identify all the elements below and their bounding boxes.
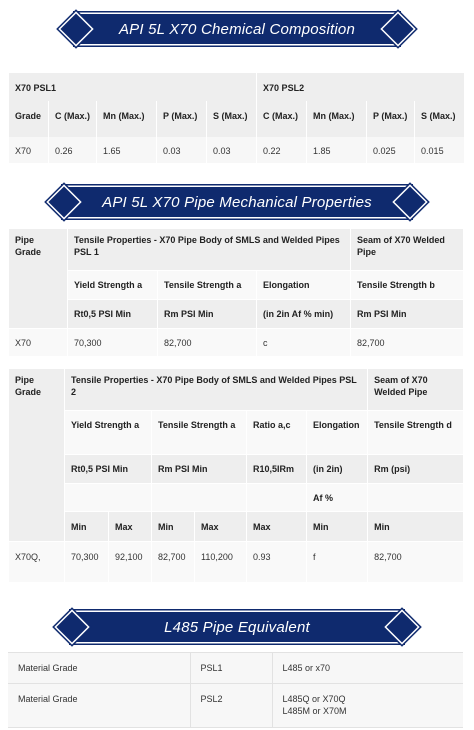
sub-header: Tensile Strength a [152,411,247,455]
cell: 0.015 [415,137,464,163]
cell: c [257,329,351,357]
unit-cell: (in 2in Af % min) [257,300,351,329]
chemical-composition-banner [76,14,398,44]
cell: 0.22 [257,137,307,163]
table-row [8,684,463,728]
sub-header: Tensile Strength d [368,411,464,455]
header-row [9,369,464,411]
cell: 1.65 [97,137,157,163]
psl1-label: X70 PSL1 [9,73,257,101]
header-cell: P (Max.) [157,101,207,137]
header-cell: C (Max.) [49,101,97,137]
unit-cell: Rm PSI Min [351,300,464,329]
section-title: API 5L X70 Pipe Mechanical Properties [102,193,372,211]
cell: 82,700 [368,542,464,583]
af-row [9,484,464,512]
cell: 92,100 [109,542,152,583]
cell: 0.025 [367,137,415,163]
seam-header: Seam of X70 Welded Pipe [351,229,464,271]
cell: Material Grade [8,653,190,684]
cell: 82,700 [158,329,257,357]
header-cell: Mn (Max.) [97,101,157,137]
seam-header: Seam of X70 Welded Pipe [368,369,464,411]
cell: X70 [9,329,68,357]
empty-cell [368,484,464,512]
chemical-composition-table [8,73,464,163]
header-row [9,229,464,271]
cell: 110,200 [195,542,247,583]
header-cell: Grade [9,101,49,137]
cell: 0.03 [157,137,207,163]
header-cell: C (Max.) [257,101,307,137]
l485-equivalent-banner [72,612,402,642]
l485-equivalent-table [8,652,463,728]
psl2-mechanical-table [8,368,464,583]
cell: 0.03 [207,137,257,163]
units-row [9,300,464,329]
cell: 0.26 [49,137,97,163]
tensile-header: Tensile Properties - X70 Pipe Body of SMLS and Welded Pipes PSL 1 [68,229,351,271]
cell: X70 [9,137,49,163]
sub-header-row [9,271,464,300]
empty-cell [152,484,247,512]
sub-header: Yield Strength a [68,271,158,300]
minmax-cell: Min [307,512,368,542]
psl2-label: X70 PSL2 [257,73,464,101]
af-label: Af % [307,484,368,512]
unit-cell: R10,5IRm [247,455,307,484]
unit-cell: Rt0,5 PSI Min [65,455,152,484]
unit-cell: Rm (psi) [368,455,464,484]
section-title: L485 Pipe Equivalent [164,618,310,636]
minmax-cell: Min [152,512,195,542]
header-cell: P (Max.) [367,101,415,137]
pipe-grade-header: Pipe Grade [9,229,68,329]
cell: PSL1 [190,653,272,684]
cell [272,684,463,728]
table-row [8,653,463,684]
tensile-header: Tensile Properties - X70 Pipe Body of SMLS and Welded Pipes PSL 2 [65,369,368,411]
header-cell: S (Max.) [207,101,257,137]
cell: X70Q, [9,542,65,583]
table-row [9,137,464,163]
cell: L485 or x70 [272,653,463,684]
sub-header: Yield Strength a [65,411,152,455]
psl1-mechanical-table [8,228,464,357]
unit-cell: Rt0,5 PSI Min [68,300,158,329]
header-cell: Mn (Max.) [307,101,367,137]
cell: 1.85 [307,137,367,163]
empty-cell [65,484,152,512]
unit-cell: Rm PSI Min [158,300,257,329]
table-row [9,329,464,357]
sub-header: Elongation [307,411,368,455]
header-row [9,101,464,137]
cell-line: L485M or X70M [282,706,347,717]
minmax-row [9,512,464,542]
minmax-cell: Max [247,512,307,542]
minmax-cell: Min [368,512,464,542]
sub-header: Ratio a,c [247,411,307,455]
table-row [9,542,464,583]
minmax-cell: Max [195,512,247,542]
header-cell: S (Max.) [415,101,464,137]
unit-cell: Rm PSI Min [152,455,247,484]
cell: 82,700 [351,329,464,357]
section-title: API 5L X70 Chemical Composition [118,20,356,38]
minmax-cell: Max [109,512,152,542]
sub-header: Tensile Strength a [158,271,257,300]
pipe-grade-header: Pipe Grade [9,369,65,542]
sub-header-row [9,411,464,455]
sub-header: Elongation [257,271,351,300]
cell: 82,700 [152,542,195,583]
cell: 70,300 [65,542,109,583]
sub-header: Tensile Strength b [351,271,464,300]
empty-cell [247,484,307,512]
unit-cell: (in 2in) [307,455,368,484]
units-row [9,455,464,484]
cell: f [307,542,368,583]
minmax-cell: Min [65,512,109,542]
cell: 0.93 [247,542,307,583]
cell: PSL2 [190,684,272,728]
cell: 70,300 [68,329,158,357]
psl-label-row [9,73,464,101]
cell-line: L485Q or X70Q [282,694,346,705]
mechanical-properties-banner [64,187,410,217]
cell: Material Grade [8,684,190,728]
